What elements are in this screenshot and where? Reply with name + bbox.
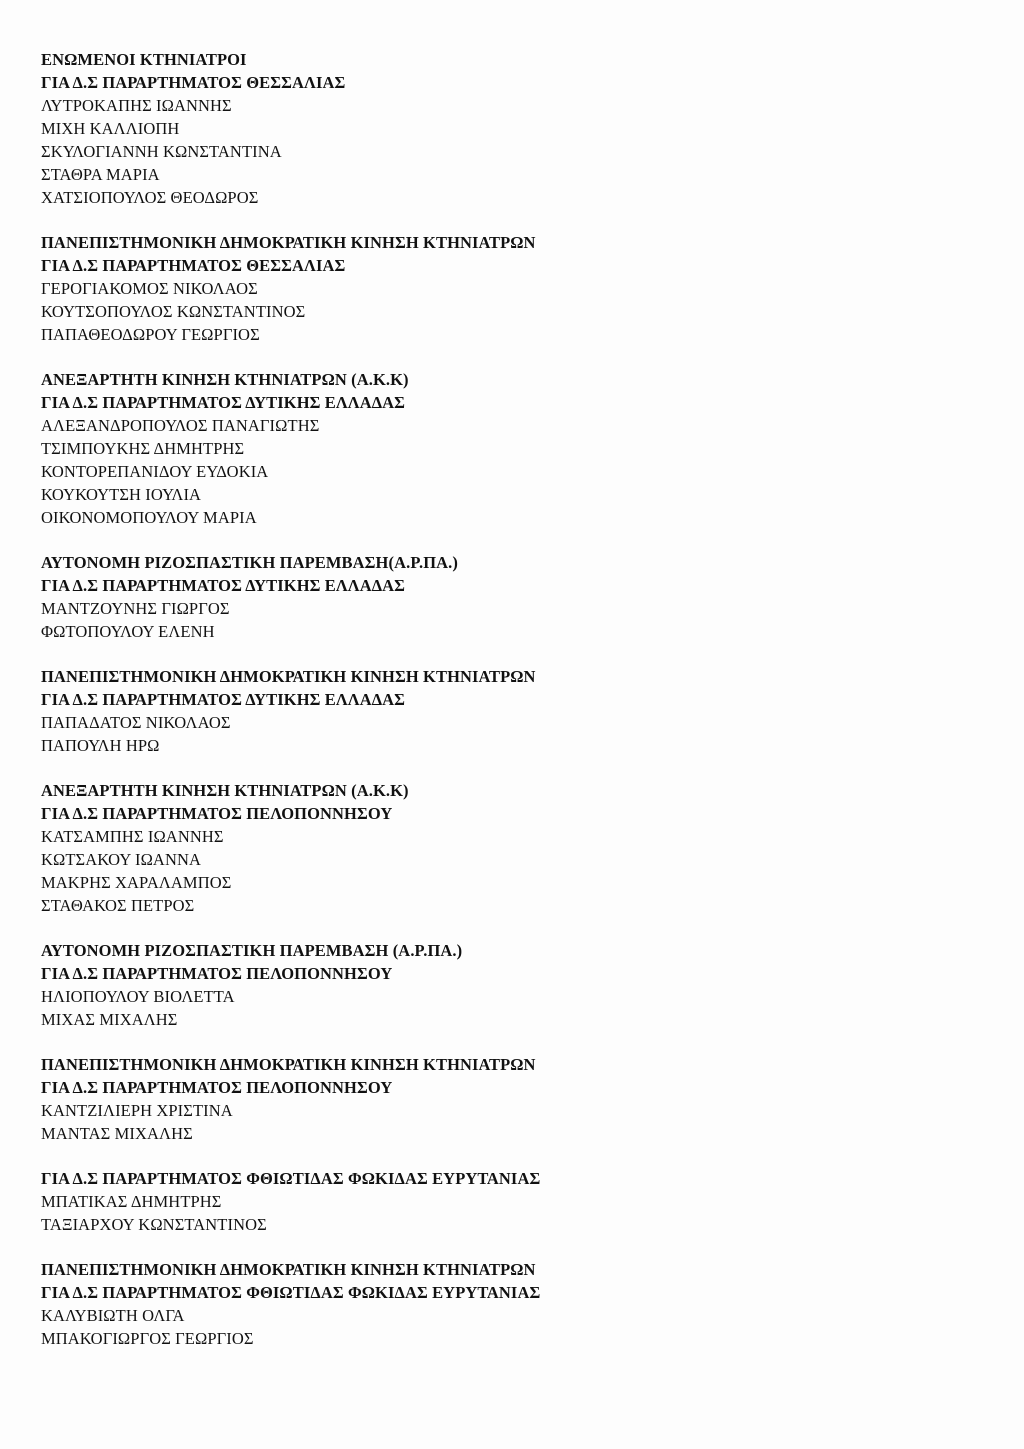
candidate-group: [41, 231, 981, 346]
candidate-name: ΟΙΚΟΝΟΜΟΠΟΥΛΟΥ ΜΑΡΙΑ: [41, 508, 257, 527]
candidate-name: ΣΤΑΘΑΚΟΣ ΠΕΤΡΟΣ: [41, 896, 195, 915]
candidate-name: ΦΩΤΟΠΟΥΛΟΥ ΕΛΕΝΗ: [41, 622, 215, 641]
candidate-group: [41, 1053, 981, 1145]
candidate-name: ΜΙΧΑΣ ΜΙΧΑΛΗΣ: [41, 1010, 178, 1029]
group-subheading: ΓΙΑ Δ.Σ ΠΑΡΑΡΤΗΜΑΤΟΣ ΠΕΛΟΠΟΝΝΗΣΟΥ: [41, 804, 393, 823]
candidate-name: ΠΑΠΑΔΑΤΟΣ ΝΙΚΟΛΑΟΣ: [41, 713, 231, 732]
candidate-group: [41, 1258, 981, 1350]
group-subheading: ΓΙΑ Δ.Σ ΠΑΡΑΡΤΗΜΑΤΟΣ ΘΕΣΣΑΛΙΑΣ: [41, 73, 346, 92]
group-heading: ΠΑΝΕΠΙΣΤΗΜΟΝΙΚΗ ΔΗΜΟΚΡΑΤΙΚΗ ΚΙΝΗΣΗ ΚΤΗΝΙΑΤΡΩΝ: [41, 1055, 536, 1074]
candidate-name: ΗΛΙΟΠΟΥΛΟΥ ΒΙΟΛΕΤΤΑ: [41, 987, 235, 1006]
group-subheading: ΓΙΑ Δ.Σ ΠΑΡΑΡΤΗΜΑΤΟΣ ΔΥΤΙΚΗΣ ΕΛΛΑΔΑΣ: [41, 393, 406, 412]
candidate-group: [41, 939, 981, 1031]
group-subheading: ΓΙΑ Δ.Σ ΠΑΡΑΡΤΗΜΑΤΟΣ ΘΕΣΣΑΛΙΑΣ: [41, 256, 346, 275]
candidate-name: ΑΛΕΞΑΝΔΡΟΠΟΥΛΟΣ ΠΑΝΑΓΙΩΤΗΣ: [41, 416, 320, 435]
candidate-name: ΜΑΝΤΖΟΥΝΗΣ ΓΙΩΡΓΟΣ: [41, 599, 230, 618]
group-heading: ΑΥΤΟΝΟΜΗ ΡΙΖΟΣΠΑΣΤΙΚΗ ΠΑΡΕΜΒΑΣΗ (Α.Ρ.ΠΑ.): [41, 941, 463, 960]
candidate-name: ΠΑΠΟΥΛΗ ΗΡΩ: [41, 736, 160, 755]
group-subheading: ΓΙΑ Δ.Σ ΠΑΡΑΡΤΗΜΑΤΟΣ ΦΘΙΩΤΙΔΑΣ ΦΩΚΙΔΑΣ ΕΥΡΥΤΑΝΙΑΣ: [41, 1169, 541, 1188]
candidate-name: ΜΑΚΡΗΣ ΧΑΡΑΛΑΜΠΟΣ: [41, 873, 232, 892]
candidate-name: ΣΤΑΘΡΑ ΜΑΡΙΑ: [41, 165, 160, 184]
group-subheading: ΓΙΑ Δ.Σ ΠΑΡΑΡΤΗΜΑΤΟΣ ΠΕΛΟΠΟΝΝΗΣΟΥ: [41, 1078, 393, 1097]
candidate-name: ΠΑΠΑΘΕΟΔΩΡΟΥ ΓΕΩΡΓΙΟΣ: [41, 325, 260, 344]
candidate-name: ΓΕΡΟΓΙΑΚΟΜΟΣ ΝΙΚΟΛΑΟΣ: [41, 279, 258, 298]
group-subheading: ΓΙΑ Δ.Σ ΠΑΡΑΡΤΗΜΑΤΟΣ ΦΘΙΩΤΙΔΑΣ ΦΩΚΙΔΑΣ ΕΥΡΥΤΑΝΙΑΣ: [41, 1283, 541, 1302]
candidate-group: [41, 665, 981, 757]
group-heading: ΠΑΝΕΠΙΣΤΗΜΟΝΙΚΗ ΔΗΜΟΚΡΑΤΙΚΗ ΚΙΝΗΣΗ ΚΤΗΝΙΑΤΡΩΝ: [41, 667, 536, 686]
group-subheading: ΓΙΑ Δ.Σ ΠΑΡΑΡΤΗΜΑΤΟΣ ΠΕΛΟΠΟΝΝΗΣΟΥ: [41, 964, 393, 983]
candidate-group: [41, 368, 981, 529]
candidate-name: ΚΑΤΣΑΜΠΗΣ ΙΩΑΝΝΗΣ: [41, 827, 224, 846]
candidate-name: ΜΠΑΤΙΚΑΣ ΔΗΜΗΤΡΗΣ: [41, 1192, 222, 1211]
candidate-group: [41, 48, 981, 209]
candidate-name: ΜΠΑΚΟΓΙΩΡΓΟΣ ΓΕΩΡΓΙΟΣ: [41, 1329, 254, 1348]
candidate-group: [41, 551, 981, 643]
candidate-name: ΤΑΞΙΑΡΧΟΥ ΚΩΝΣΤΑΝΤΙΝΟΣ: [41, 1215, 267, 1234]
candidate-lists: [41, 48, 981, 1372]
group-subheading: ΓΙΑ Δ.Σ ΠΑΡΑΡΤΗΜΑΤΟΣ ΔΥΤΙΚΗΣ ΕΛΛΑΔΑΣ: [41, 576, 406, 595]
candidate-name: ΜΙΧΗ ΚΑΛΛΙΟΠΗ: [41, 119, 180, 138]
candidate-name: ΤΣΙΜΠΟΥΚΗΣ ΔΗΜΗΤΡΗΣ: [41, 439, 245, 458]
candidate-name: ΚΟΝΤΟΡΕΠΑΝΙΔΟΥ ΕΥΔΟΚΙΑ: [41, 462, 269, 481]
group-heading: ΠΑΝΕΠΙΣΤΗΜΟΝΙΚΗ ΔΗΜΟΚΡΑΤΙΚΗ ΚΙΝΗΣΗ ΚΤΗΝΙΑΤΡΩΝ: [41, 233, 536, 252]
group-heading: ΕΝΩΜΕΝΟΙ ΚΤΗΝΙΑΤΡΟΙ: [41, 50, 247, 69]
candidate-name: ΚΩΤΣΑΚΟΥ ΙΩΑΝΝΑ: [41, 850, 201, 869]
candidate-name: ΛΥΤΡΟΚΑΠΗΣ ΙΩΑΝΝΗΣ: [41, 96, 232, 115]
candidate-name: ΜΑΝΤΑΣ ΜΙΧΑΛΗΣ: [41, 1124, 193, 1143]
candidate-name: ΚΑΝΤΖΙΛΙΕΡΗ ΧΡΙΣΤΙΝΑ: [41, 1101, 233, 1120]
group-heading: ΑΝΕΞΑΡΤΗΤΗ ΚΙΝΗΣΗ ΚΤΗΝΙΑΤΡΩΝ (Α.Κ.Κ): [41, 781, 409, 800]
candidate-name: ΚΑΛΥΒΙΩΤΗ ΟΛΓΑ: [41, 1306, 185, 1325]
candidate-name: ΚΟΥΤΣΟΠΟΥΛΟΣ ΚΩΝΣΤΑΝΤΙΝΟΣ: [41, 302, 306, 321]
candidate-name: ΧΑΤΣΙΟΠΟΥΛΟΣ ΘΕΟΔΩΡΟΣ: [41, 188, 259, 207]
candidate-group: [41, 1167, 981, 1236]
candidate-name: ΚΟΥΚΟΥΤΣΗ ΙΟΥΛΙΑ: [41, 485, 202, 504]
group-heading: ΑΥΤΟΝΟΜΗ ΡΙΖΟΣΠΑΣΤΙΚΗ ΠΑΡΕΜΒΑΣΗ(Α.Ρ.ΠΑ.): [41, 553, 458, 572]
group-heading: ΑΝΕΞΑΡΤΗΤΗ ΚΙΝΗΣΗ ΚΤΗΝΙΑΤΡΩΝ (Α.Κ.Κ): [41, 370, 409, 389]
group-subheading: ΓΙΑ Δ.Σ ΠΑΡΑΡΤΗΜΑΤΟΣ ΔΥΤΙΚΗΣ ΕΛΛΑΔΑΣ: [41, 690, 406, 709]
group-heading: ΠΑΝΕΠΙΣΤΗΜΟΝΙΚΗ ΔΗΜΟΚΡΑΤΙΚΗ ΚΙΝΗΣΗ ΚΤΗΝΙΑΤΡΩΝ: [41, 1260, 536, 1279]
candidate-name: ΣΚΥΛΟΓΙΑΝΝΗ ΚΩΝΣΤΑΝΤΙΝΑ: [41, 142, 282, 161]
candidate-group: [41, 779, 981, 917]
